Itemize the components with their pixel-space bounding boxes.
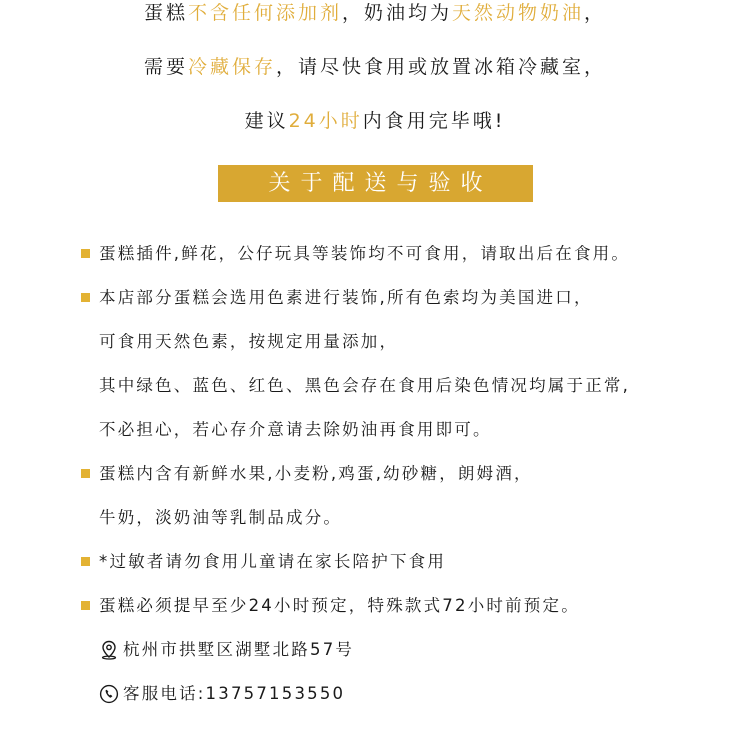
intro-text: 需要 — [143, 56, 188, 78]
bullet-square-icon — [81, 293, 90, 302]
bullet-square-icon — [81, 469, 90, 478]
customer-service-phone: 客服电话:13757153550 — [123, 684, 346, 703]
intro-line-3 — [0, 106, 750, 133]
store-address: 杭州市拱墅区湖墅北路57号 — [123, 640, 355, 659]
note-line: 蛋糕插件,鲜花，公仔玩具等装饰均不可食用，请取出后在食用。 — [99, 244, 631, 263]
note-line: 可食用天然色素，按规定用量添加， — [99, 332, 399, 351]
intro-text: ， — [584, 2, 607, 24]
note-line: 其中绿色、蓝色、红色、黑色会存在食用后染色情况均属于正常, — [99, 376, 631, 395]
intro-line-1 — [0, 0, 750, 25]
intro-text: 内食用完毕哦! — [362, 110, 506, 132]
intro-text: ，奶油均为 — [341, 2, 452, 24]
bullet-square-icon — [81, 249, 90, 258]
phone-icon — [99, 684, 119, 704]
note-line: 牛奶，淡奶油等乳制品成分。 — [99, 508, 343, 527]
intro-text: ，请尽快食用或放置冰箱冷藏室， — [276, 56, 607, 78]
bullet-square-icon — [81, 601, 90, 610]
section-title-banner: 关于配送与验收 — [218, 165, 533, 202]
intro-text: 建议 — [244, 110, 289, 132]
location-pin-icon — [99, 640, 119, 660]
bullet-square-icon — [81, 557, 90, 566]
note-line: 蛋糕必须提早至少24小时预定，特殊款式72小时前预定。 — [99, 596, 580, 615]
note-line: 不必担心，若心存介意请去除奶油再食用即可。 — [99, 420, 492, 439]
intro-highlight: 天然动物奶油 — [452, 2, 585, 24]
intro-highlight: 不含任何添加剂 — [187, 2, 342, 24]
intro-highlight: 24小时 — [288, 110, 363, 132]
intro-line-2 — [0, 52, 750, 79]
intro-highlight: 冷藏保存 — [187, 56, 276, 78]
note-line: *过敏者请勿食用儿童请在家长陪护下食用 — [99, 552, 447, 571]
note-line: 蛋糕内含有新鲜水果,小麦粉,鸡蛋,幼砂糖，朗姆酒， — [99, 464, 533, 483]
note-line: 本店部分蛋糕会选用色素进行装饰,所有色索均为美国进口， — [99, 288, 593, 307]
intro-text: 蛋糕 — [143, 2, 188, 24]
